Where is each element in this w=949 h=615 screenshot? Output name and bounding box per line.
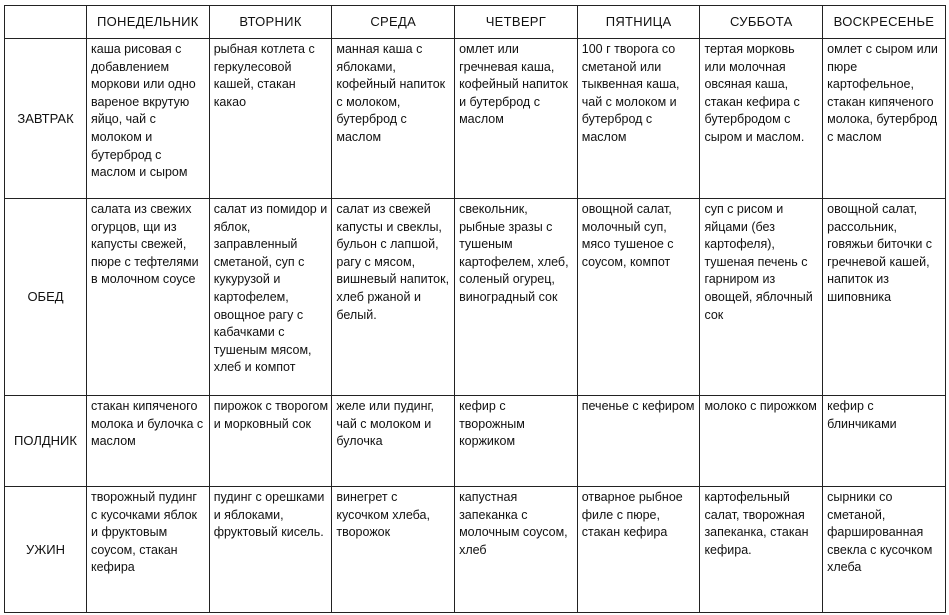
menu-cell: молоко с пирожком bbox=[700, 396, 823, 487]
meal-row-dinner bbox=[5, 487, 946, 613]
header-row bbox=[5, 6, 946, 39]
menu-cell: кефир с блинчиками bbox=[823, 396, 946, 487]
menu-cell: кефир с творожным коржиком bbox=[455, 396, 578, 487]
menu-cell: свекольник, рыбные зразы с тушеным картофелем, хлеб, соленый огурец, виноградный сок bbox=[455, 199, 578, 396]
menu-cell: суп с рисом и яйцами (без картофеля), тушеная печень с гарниром из овощей, яблочный сок bbox=[700, 199, 823, 396]
meal-label-snack: ПОЛДНИК bbox=[5, 396, 87, 487]
menu-cell: рыбная котлета с геркулесовой кашей, стакан какао bbox=[209, 39, 332, 199]
menu-cell: желе или пудинг, чай с молоком и булочка bbox=[332, 396, 455, 487]
menu-cell: винегрет с кусочком хлеба, творожок bbox=[332, 487, 455, 613]
menu-cell: овощной салат, рассольник, говяжьи биточки с гречневой кашей, напиток из шиповника bbox=[823, 199, 946, 396]
menu-cell: картофельный салат, творожная запеканка, стакан кефира. bbox=[700, 487, 823, 613]
menu-cell: салат из помидор и яблок, заправленный сметаной, суп с кукурузой и картофелем, овощное рагу с кабачками с тушеным мясом, хлеб и компот bbox=[209, 199, 332, 396]
menu-cell: омлет или гречневая каша, кофейный напиток и бутерброд с маслом bbox=[455, 39, 578, 199]
meal-label-dinner: УЖИН bbox=[5, 487, 87, 613]
menu-cell: пирожок с творогом и морковный сок bbox=[209, 396, 332, 487]
menu-cell: творожный пудинг с кусочками яблок и фруктовым соусом, стакан кефира bbox=[87, 487, 210, 613]
meal-label-breakfast: ЗАВТРАК bbox=[5, 39, 87, 199]
menu-cell: овощной салат, молочный суп, мясо тушеное с соусом, компот bbox=[577, 199, 700, 396]
menu-cell: салата из свежих огурцов, щи из капусты свежей, пюре с тефтелями в молочном соусе bbox=[87, 199, 210, 396]
menu-cell: салат из свежей капусты и свеклы, бульон с лапшой, рагу с мясом, вишневый напиток, хлеб ржаной и белый. bbox=[332, 199, 455, 396]
menu-cell: пудинг с орешками и яблоками, фруктовый кисель. bbox=[209, 487, 332, 613]
day-header-monday: ПОНЕДЕЛЬНИК bbox=[87, 6, 210, 39]
day-header-saturday: СУББОТА bbox=[700, 6, 823, 39]
menu-cell: 100 г творога со сметаной или тыквенная каша, чай с молоком и бутерброд с маслом bbox=[577, 39, 700, 199]
meal-label-lunch: ОБЕД bbox=[5, 199, 87, 396]
menu-cell: омлет с сыром или пюре картофельное, стакан кипяченого молока, бутерброд с маслом bbox=[823, 39, 946, 199]
menu-cell: печенье с кефиром bbox=[577, 396, 700, 487]
corner-cell bbox=[5, 6, 87, 39]
menu-cell: стакан кипяченого молока и булочка с маслом bbox=[87, 396, 210, 487]
menu-cell: тертая морковь или молочная овсяная каша, стакан кефира с бутербродом с сыром и маслом. bbox=[700, 39, 823, 199]
menu-cell: капустная запеканка с молочным соусом, хлеб bbox=[455, 487, 578, 613]
meal-row-lunch bbox=[5, 199, 946, 396]
menu-cell: манная каша с яблоками, кофейный напиток с молоком, бутерброд с маслом bbox=[332, 39, 455, 199]
day-header-thursday: ЧЕТВЕРГ bbox=[455, 6, 578, 39]
meal-row-snack bbox=[5, 396, 946, 487]
menu-cell: отварное рыбное филе с пюре, стакан кефира bbox=[577, 487, 700, 613]
day-header-tuesday: ВТОРНИК bbox=[209, 6, 332, 39]
day-header-wednesday: СРЕДА bbox=[332, 6, 455, 39]
menu-cell: каша рисовая с добавлением моркови или одно вареное вкрутую яйцо, чай с молоком и бутерброд с маслом и сыром bbox=[87, 39, 210, 199]
meal-row-breakfast bbox=[5, 39, 946, 199]
weekly-menu-table bbox=[4, 5, 946, 613]
menu-cell: сырники со сметаной, фаршированная свекла с кусочком хлеба bbox=[823, 487, 946, 613]
day-header-sunday: ВОСКРЕСЕНЬЕ bbox=[823, 6, 946, 39]
day-header-friday: ПЯТНИЦА bbox=[577, 6, 700, 39]
